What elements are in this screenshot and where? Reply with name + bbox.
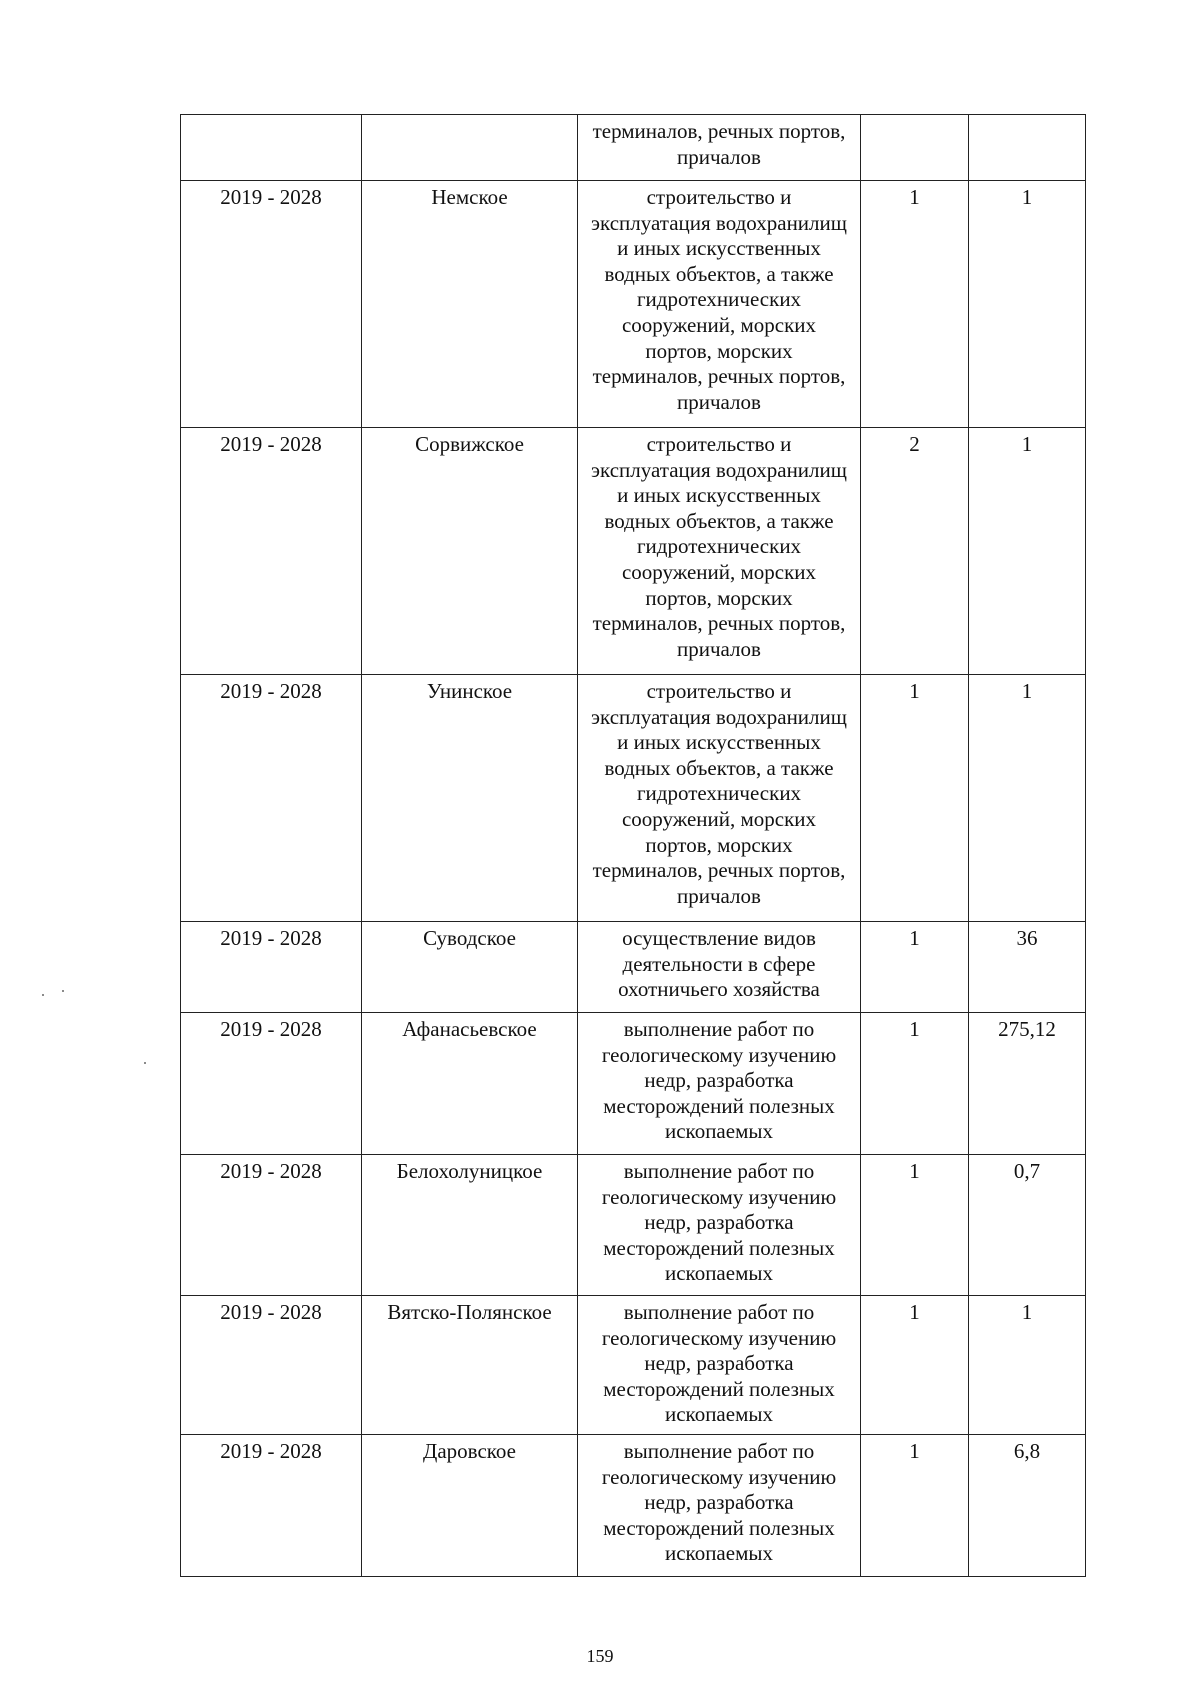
scan-speck	[144, 1062, 146, 1064]
count-cell: 1	[861, 1013, 969, 1155]
period-cell: 2019 - 2028	[181, 428, 362, 675]
scan-speck	[42, 994, 44, 996]
count-cell: 2	[861, 428, 969, 675]
activity-cell: строительство и эксплуатация водохранилищ и иных искусственных водных объектов, а также гидротехнических сооружений, морских портов, морских терминалов, речных портов, причалов	[578, 181, 861, 428]
area-cell: 36	[969, 922, 1086, 1013]
activity-cell: выполнение работ по геологическому изучению недр, разработка месторождений полезных ископаемых	[578, 1013, 861, 1155]
area-cell: 1	[969, 181, 1086, 428]
table-row	[181, 675, 1086, 922]
municipality-cell: Немское	[362, 181, 578, 428]
table-row	[181, 115, 1086, 181]
table-row	[181, 922, 1086, 1013]
page-number: 159	[586, 1646, 614, 1666]
count-cell: 1	[861, 181, 969, 428]
municipality-cell: Даровское	[362, 1435, 578, 1577]
municipality-cell: Вятско-Полянское	[362, 1296, 578, 1435]
municipality-cell	[362, 115, 578, 181]
municipality-cell: Белохолуницкое	[362, 1155, 578, 1296]
table-row	[181, 181, 1086, 428]
municipality-cell: Унинское	[362, 675, 578, 922]
table-row	[181, 1013, 1086, 1155]
count-cell: 1	[861, 1155, 969, 1296]
count-cell: 1	[861, 1435, 969, 1577]
activity-cell: строительство и эксплуатация водохранилищ и иных искусственных водных объектов, а также гидротехнических сооружений, морских портов, морских терминалов, речных портов, причалов	[578, 675, 861, 922]
area-cell: 0,7	[969, 1155, 1086, 1296]
area-cell	[969, 115, 1086, 181]
area-cell: 1	[969, 675, 1086, 922]
period-cell: 2019 - 2028	[181, 1155, 362, 1296]
period-cell: 2019 - 2028	[181, 181, 362, 428]
activity-cell: выполнение работ по геологическому изучению недр, разработка месторождений полезных ископаемых	[578, 1155, 861, 1296]
activity-cell: выполнение работ по геологическому изучению недр, разработка месторождений полезных ископаемых	[578, 1435, 861, 1577]
period-cell: 2019 - 2028	[181, 1013, 362, 1155]
area-cell: 1	[969, 1296, 1086, 1435]
activity-cell: терминалов, речных портов, причалов	[578, 115, 861, 181]
count-cell: 1	[861, 1296, 969, 1435]
period-cell: 2019 - 2028	[181, 675, 362, 922]
count-cell: 1	[861, 675, 969, 922]
count-cell: 1	[861, 922, 969, 1013]
activity-cell: строительство и эксплуатация водохранилищ и иных искусственных водных объектов, а также гидротехнических сооружений, морских портов, морских терминалов, речных портов, причалов	[578, 428, 861, 675]
activity-cell: осуществление видов деятельности в сфере охотничьего хозяйства	[578, 922, 861, 1013]
table-row	[181, 428, 1086, 675]
municipality-cell: Суводское	[362, 922, 578, 1013]
period-cell	[181, 115, 362, 181]
municipality-cell: Сорвижское	[362, 428, 578, 675]
period-cell: 2019 - 2028	[181, 922, 362, 1013]
data-table	[180, 114, 1086, 1577]
area-cell: 6,8	[969, 1435, 1086, 1577]
period-cell: 2019 - 2028	[181, 1296, 362, 1435]
table-body	[181, 115, 1086, 1577]
table-row	[181, 1296, 1086, 1435]
municipality-cell: Афанасьевское	[362, 1013, 578, 1155]
table-row	[181, 1435, 1086, 1577]
count-cell	[861, 115, 969, 181]
scan-speck	[62, 990, 64, 992]
period-cell: 2019 - 2028	[181, 1435, 362, 1577]
activity-cell: выполнение работ по геологическому изучению недр, разработка месторождений полезных ископаемых	[578, 1296, 861, 1435]
area-cell: 1	[969, 428, 1086, 675]
area-cell: 275,12	[969, 1013, 1086, 1155]
table-row	[181, 1155, 1086, 1296]
